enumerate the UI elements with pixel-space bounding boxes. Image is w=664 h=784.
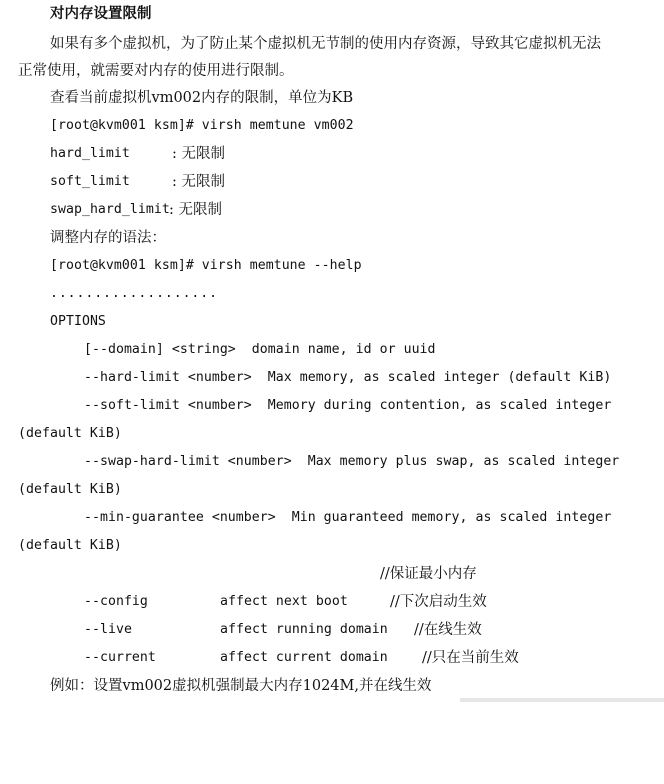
option-config-description: affect next boot — [220, 594, 348, 609]
hard-limit-key: hard_limit — [50, 146, 130, 161]
command-memtune-vm002: [root@kvm001 ksm]# virsh memtune vm002 — [50, 118, 354, 133]
section-title: 对内存设置限制 — [50, 5, 152, 22]
option-min-guarantee-line1: --min-guarantee <number> Min guaranteed memory, as scaled integer — [84, 510, 612, 525]
option-live-description: affect running domain — [220, 622, 388, 637]
bottom-toolbar-strip — [460, 698, 664, 702]
option-hard-limit: --hard-limit <number> Max memory, as scaled integer (default KiB) — [84, 370, 612, 385]
soft-limit-value: : 无限制 — [172, 174, 225, 190]
option-config-comment: //下次启动生效 — [390, 594, 487, 610]
options-heading: OPTIONS — [50, 314, 106, 329]
swap-hard-limit-value: : 无限制 — [169, 202, 222, 218]
option-swap-hard-limit-line2: (default KiB) — [18, 482, 122, 497]
output-hard-limit — [50, 140, 664, 168]
hard-limit-value: : 无限制 — [172, 146, 225, 162]
option-live-comment: //在线生效 — [414, 622, 482, 638]
paragraph-intro-line1: 如果有多个虚拟机，为了防止某个虚拟机无节制的使用内存资源，导致其它虚拟机无法 — [50, 36, 601, 52]
command-memtune-help: [root@kvm001 ksm]# virsh memtune --help — [50, 258, 362, 273]
soft-limit-key: soft_limit — [50, 174, 130, 189]
ellipsis-dots: ................... — [50, 286, 218, 301]
option-live-flag: --live — [84, 622, 132, 637]
option-config-flag: --config — [84, 594, 148, 609]
paragraph-syntax: 调整内存的语法： — [50, 230, 166, 246]
option-current-comment: //只在当前生效 — [422, 650, 519, 666]
paragraph-intro-line2: 正常使用，就需要对内存的使用进行限制。 — [18, 63, 294, 79]
comment-min-guarantee: //保证最小内存 — [380, 566, 477, 582]
option-config-row — [84, 588, 664, 616]
option-min-guarantee-line2: (default KiB) — [18, 538, 122, 553]
paragraph-example: 例如：设置vm002虚拟机强制最大内存1024M,并在线生效 — [50, 678, 432, 694]
option-current-description: affect current domain — [220, 650, 388, 665]
swap-hard-limit-key: swap_hard_limit — [50, 202, 170, 217]
option-current-flag: --current — [84, 650, 156, 665]
output-soft-limit — [50, 168, 664, 196]
option-soft-limit-line1: --soft-limit <number> Memory during contention, as scaled integer — [84, 398, 612, 413]
output-swap-hard-limit — [50, 196, 664, 224]
option-domain: [--domain] <string> domain name, id or uuid — [84, 342, 436, 357]
option-current-row — [84, 644, 664, 672]
option-swap-hard-limit-line1: --swap-hard-limit <number> Max memory plus swap, as scaled integer — [84, 454, 620, 469]
paragraph-view-limit: 查看当前虚拟机vm002内存的限制，单位为KB — [50, 90, 354, 106]
option-soft-limit-line2: (default KiB) — [18, 426, 122, 441]
option-live-row — [84, 616, 664, 644]
